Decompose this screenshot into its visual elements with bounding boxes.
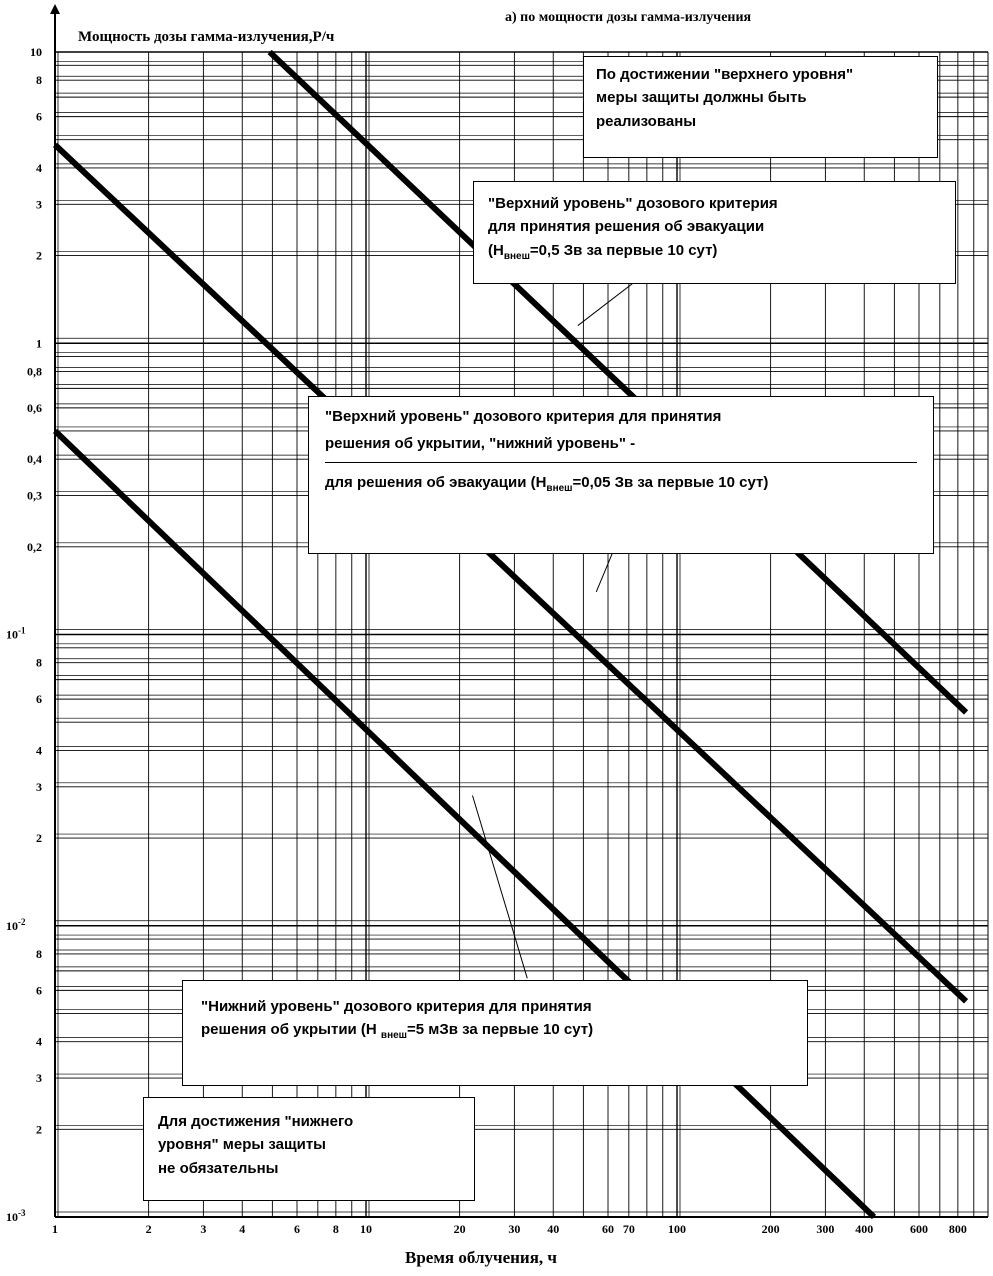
annotation-subscript: внеш xyxy=(380,1030,408,1042)
x-tick-label: 40 xyxy=(547,1222,560,1236)
y-tick-label: 0,4 xyxy=(27,452,42,467)
annotation-shelter-upper-evacuation-lower xyxy=(308,396,934,554)
annotation-divider xyxy=(325,462,917,463)
x-tick-label: 400 xyxy=(855,1222,874,1236)
x-tick-label: 1 xyxy=(52,1222,58,1236)
annotation-lower-level-not-required xyxy=(143,1097,475,1201)
x-tick-label: 20 xyxy=(453,1222,466,1236)
annotation-upper-level-required xyxy=(583,56,938,158)
y-tick-label: 8 xyxy=(36,655,42,670)
y-tick-label: 0,3 xyxy=(27,488,42,503)
x-axis-label: Время облучения, ч xyxy=(405,1248,557,1267)
y-tick-label: 3 xyxy=(36,779,42,794)
y-axis-label: Мощность дозы гамма-излучения,Р/ч xyxy=(78,29,335,45)
y-tick-label: 6 xyxy=(36,109,42,124)
y-tick-label: 2 xyxy=(36,831,42,846)
annotation-text: =0,05 Зв за первые 10 сут) xyxy=(572,473,769,491)
x-tick-label: 600 xyxy=(910,1222,929,1236)
y-tick-label: 4 xyxy=(36,160,42,175)
annotation-line xyxy=(488,239,941,265)
x-tick-label: 4 xyxy=(239,1222,246,1236)
annotation-text: (Н xyxy=(488,241,504,259)
annotation-line: "Верхний уровень" дозового критерия xyxy=(488,195,778,212)
y-tick-label: 0,8 xyxy=(27,364,42,379)
x-tick-label: 10 xyxy=(360,1222,372,1236)
y-tick-label: 0,2 xyxy=(27,539,42,554)
y-tick-label: 3 xyxy=(36,1071,42,1086)
annotation-evacuation-upper xyxy=(473,181,956,284)
y-tick-label: 2 xyxy=(36,1122,42,1137)
y-tick-label: 4 xyxy=(36,743,42,758)
y-tick-label: 0,6 xyxy=(27,400,42,415)
y-tick-exponent: -1 xyxy=(18,625,26,636)
y-tick-label: 4 xyxy=(36,1034,42,1049)
x-tick-label: 300 xyxy=(816,1222,835,1236)
x-tick-label: 8 xyxy=(332,1222,339,1236)
x-tick-label: 800 xyxy=(948,1222,967,1236)
x-tick-label: 2 xyxy=(145,1222,152,1236)
y-tick-label: 10 xyxy=(30,45,42,59)
annotation-line: уровня" меры защиты xyxy=(158,1136,326,1154)
annotation-line: Для достижения "нижнего xyxy=(158,1113,354,1130)
x-tick-label: 100 xyxy=(668,1222,686,1236)
y-axis-arrow xyxy=(50,4,60,14)
y-tick-label: $10^{-1}$ xyxy=(6,625,26,642)
annotation-subscript: внеш xyxy=(503,250,530,262)
annotation-text: для решения об эвакуации (Н xyxy=(325,473,547,491)
leader-line xyxy=(472,796,527,979)
annotation-line: для принятия решения об эвакуации xyxy=(488,218,765,236)
y-tick-label: 2 xyxy=(36,248,42,263)
x-tick-label: 60 xyxy=(602,1222,615,1236)
y-tick-label: 6 xyxy=(36,692,42,707)
annotation-line xyxy=(201,1018,789,1044)
annotation-line: По достижении "верхнего уровня" xyxy=(596,66,854,83)
annotation-shelter-lower xyxy=(182,980,808,1086)
y-tick-exponent: -2 xyxy=(18,916,26,927)
y-tick-label: 8 xyxy=(36,946,42,961)
annotation-text: решения об укрытии (Н xyxy=(201,1021,381,1039)
annotation-subscript: внеш xyxy=(546,482,573,494)
x-tick-label: 200 xyxy=(761,1222,780,1236)
y-tick-label: $10^{-3}$ xyxy=(6,1208,26,1224)
annotation-line: реализованы xyxy=(596,112,697,130)
chart-title: а) по мощности дозы гамма-излучения xyxy=(505,10,752,25)
y-tick-label: 6 xyxy=(36,983,42,998)
annotation-text: =5 мЗв за первые 10 сут) xyxy=(407,1021,594,1039)
y-tick-exponent: -3 xyxy=(18,1208,26,1218)
x-tick-label: 6 xyxy=(294,1222,301,1236)
x-tick-label: 3 xyxy=(200,1222,207,1236)
annotation-line: "Нижний уровень" дозового критерия для принятия xyxy=(201,998,592,1015)
annotation-line: "Верхний уровень" дозового критерия для принятия xyxy=(325,408,722,425)
x-tick-label: 70 xyxy=(622,1222,635,1236)
annotation-line: решения об укрытии, "нижний уровень" - xyxy=(325,435,636,453)
y-tick-label: 1 xyxy=(36,336,42,351)
annotation-line xyxy=(325,471,917,497)
annotation-text: =0,5 Зв за первые 10 сут) xyxy=(529,241,718,259)
annotation-line: меры защиты должны быть xyxy=(596,89,807,107)
annotation-line: не обязательны xyxy=(158,1159,279,1177)
y-tick-label: 3 xyxy=(36,197,42,212)
y-tick-label: $10^{-2}$ xyxy=(6,916,26,933)
y-tick-label: 8 xyxy=(36,73,42,88)
x-tick-label: 30 xyxy=(508,1222,521,1236)
